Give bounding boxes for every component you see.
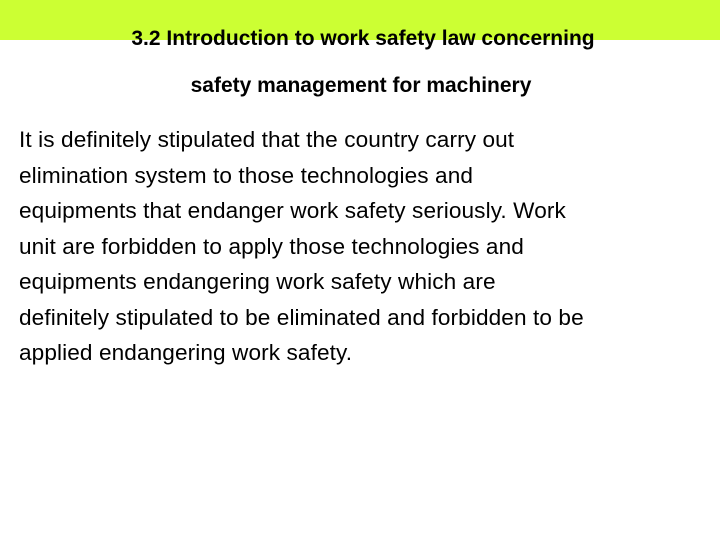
body-text-line: unit are forbidden to apply those technologies and xyxy=(19,233,524,259)
slide-title-line: 3.2 Introduction to work safety law concerning xyxy=(131,27,595,50)
slide-title-line: safety management for machinery xyxy=(190,74,532,98)
body-text-line: It is definitely stipulated that the country carry out xyxy=(19,127,515,152)
body-text-line: equipments that endanger work safety seriously. Work xyxy=(19,198,566,223)
body-text-line: elimination system to those technologies and xyxy=(19,162,474,188)
body-text-line: applied endangering work safety. xyxy=(19,340,353,365)
slide-body-text xyxy=(19,122,717,371)
slide-title xyxy=(0,26,720,98)
body-text-line: equipments endangering work safety which are xyxy=(19,269,496,294)
body-text-line: definitely stipulated to be eliminated and forbidden to be xyxy=(19,304,584,330)
